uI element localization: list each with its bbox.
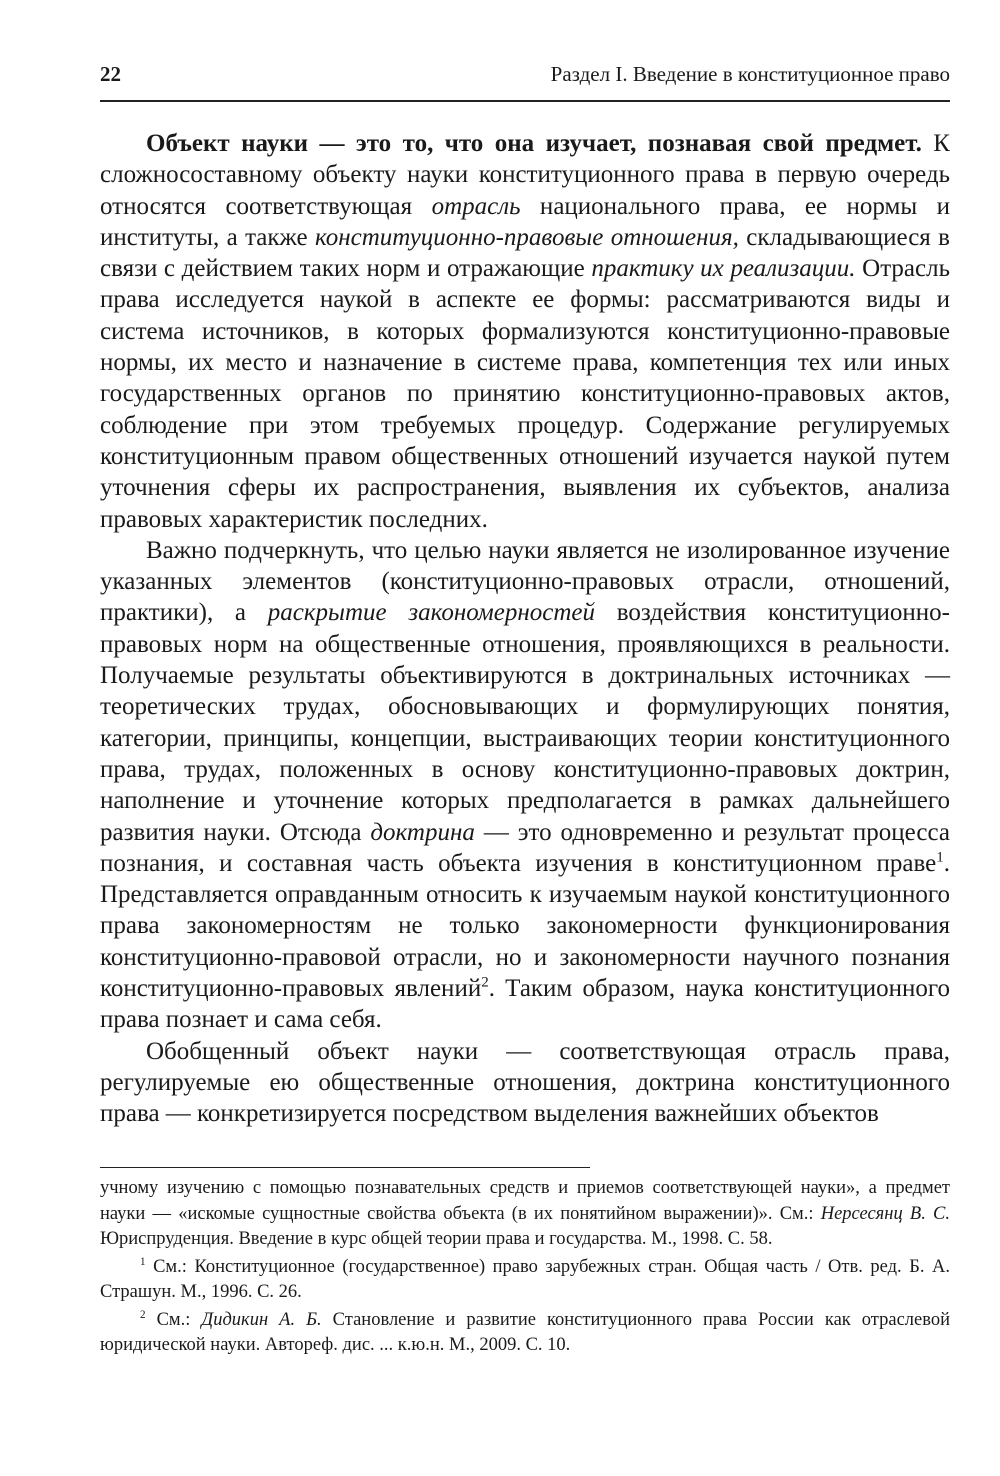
footnote-ref-2[interactable]: 2 xyxy=(481,974,489,991)
page-number: 22 xyxy=(100,62,121,86)
text-run: См.: Конституционное (государственное) право зарубежных стран. Общая часть / Отв. ред. Б. А. Страшун. М., 1996. С. 26. xyxy=(100,1256,950,1302)
footnote-continuation xyxy=(100,1176,950,1253)
emphasis: конституционно-правовые отношения, xyxy=(314,223,739,251)
emphasis: практику их реализации. xyxy=(591,255,856,283)
text-run: Отрасль права исследуется наукой в аспекте ее формы: рассматриваются виды и система источников, в которых формализуются конституционно-правовые нормы, их место и назначение в системе права, компетенция тех или иных государственных органов по принятию конституционно-правовых актов, соблюдение при этом требуемых процедур. Содержание регулируемых конституционным правом общественных отношений изучается наукой путем уточнения сферы их распространения, выявления их субъектов, анализа правовых характеристик последних. xyxy=(100,255,950,533)
text-run: Становление и развитие конституционного права России как отраслевой юридической науки. Автореф. дис. ... к.ю.н. М., 2009. С. 10. xyxy=(100,1309,950,1355)
paragraph-object-of-science xyxy=(100,128,950,535)
footnote-rule xyxy=(100,1167,590,1168)
paragraph-generalized-object: Обобщенный объект науки — соответствующая отрасль права, регулируемые ею общественные отношения, доктрина конституционного права — конкретизируется посредством выделения важнейших объектов xyxy=(100,1037,950,1128)
footnotes xyxy=(100,1176,950,1359)
text-run: воздействия конституционно-правовых норм на общественные отношения, проявляющихся в реальности. Получаемые результаты объективируются в доктринальных источниках — теоретических трудах, обосновывающих и формулирующих понятия, категории, принципы, концепции, выстраивающих теории конституционного права, трудах, положенных в основу конституционно-правовых доктрин, наполнение и уточнение которых предполагается в рамках дальнейшего развития науки. Отсюда xyxy=(100,599,950,846)
emphasis: доктрина xyxy=(370,818,475,846)
emphasis: отрасль xyxy=(431,192,521,220)
main-text xyxy=(100,128,950,1130)
footnote-2 xyxy=(100,1308,950,1359)
footnote-marker: 1 xyxy=(140,1255,146,1268)
header-rule xyxy=(100,100,950,102)
text-run: . Представляется оправданным относить к изучаемым наукой конституционного права закономерностям не только закономерности функционирования конституционно-правовой отрасли, но и закономерности научного познания конституционно-правовых явлений xyxy=(100,849,950,1003)
text-run: учному изучению с помощью познавательных средств и приемов соответствующей науки», а предмет науки — «искомые сущностные свойства объекта (в их понятийном выражении)». См.: xyxy=(100,1178,950,1224)
footnote-marker: 2 xyxy=(140,1308,146,1321)
text-run: складывающиеся в связи с действием таких норм и отражающие xyxy=(100,223,950,283)
text-run: См.: xyxy=(145,1309,202,1330)
text-run: Юриспруденция. Введение в курс общей теории права и государства. М., 1998. С. 58. xyxy=(100,1229,773,1249)
paragraph-goal-of-science xyxy=(100,535,950,1036)
author-name: Дидикин А. Б. xyxy=(201,1309,322,1330)
footnote-1 xyxy=(100,1255,950,1306)
text-run: К сложносоставному объекту науки конституционного права в первую очередь относятся соответствующая xyxy=(100,130,950,220)
bold-definition: Объект науки — это то, что она изучает, познавая свой предмет. xyxy=(146,130,922,157)
text-run: . Таким образом, наука конституционного права познает и сама себя. xyxy=(100,975,950,1034)
running-header xyxy=(100,62,950,87)
footnote-ref-1[interactable]: 1 xyxy=(936,849,944,866)
emphasis: раскрытие закономерностей xyxy=(267,599,595,627)
text-run: Важно подчеркнуть, что целью науки является не изолированное изучение указанных элементов (конституционно-правовых отрасли, отношений, практики), а xyxy=(100,536,950,627)
text-run: национального права, ее нормы и институты, а также xyxy=(100,192,950,251)
section-title: Раздел I. Введение в конституционное право xyxy=(550,62,950,86)
author-name: Нерсесянц В. С. xyxy=(820,1203,951,1224)
text-run: — это одновременно и результат процесса познания, и составная часть объекта изучения в конституционном праве xyxy=(100,818,950,877)
